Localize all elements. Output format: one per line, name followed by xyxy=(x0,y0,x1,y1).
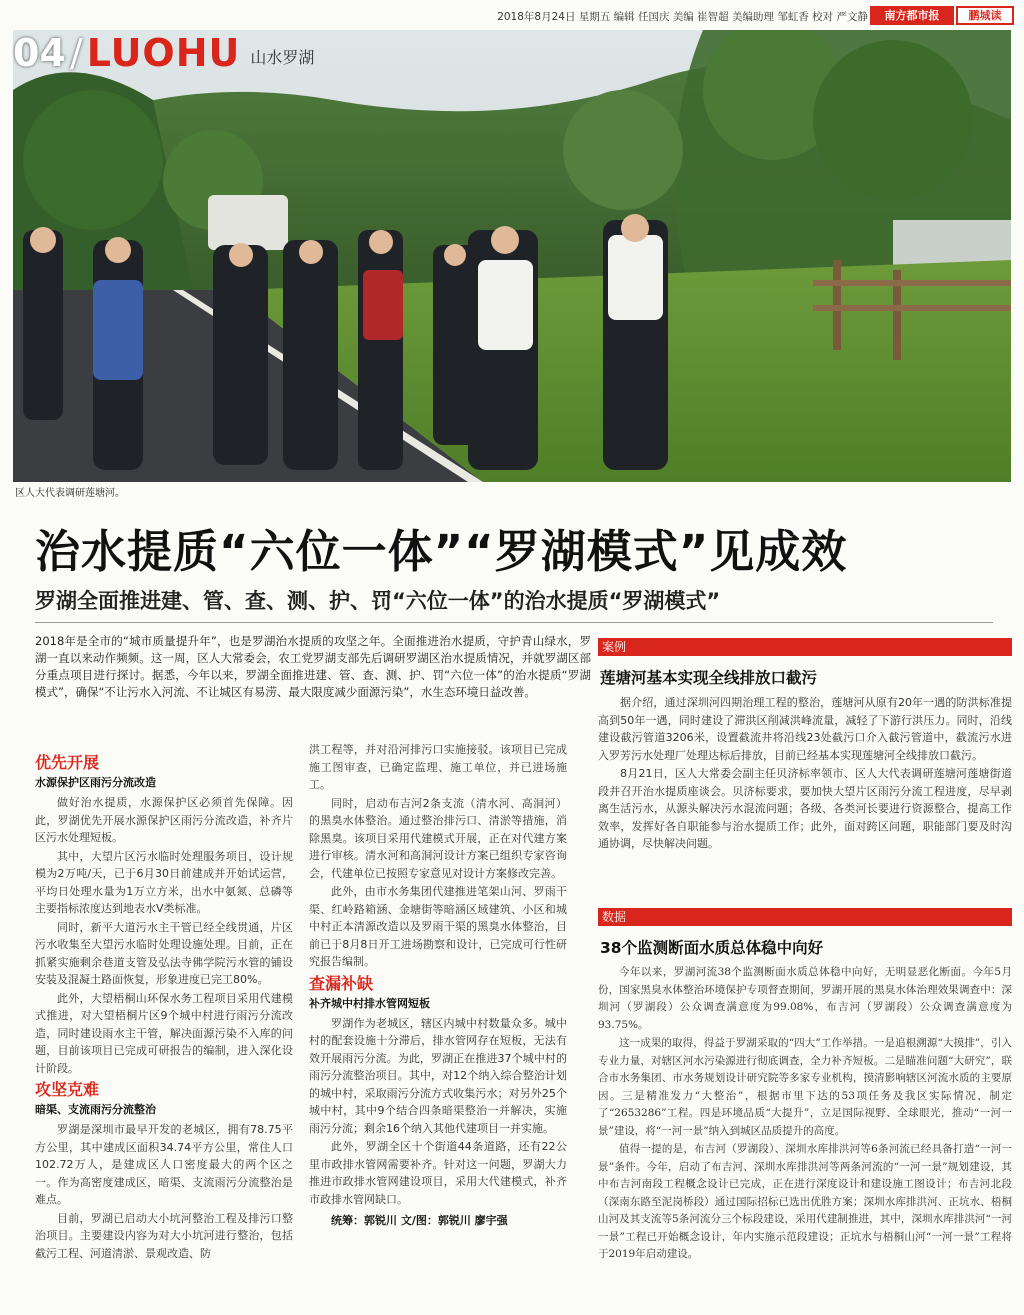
photo-illustration xyxy=(13,30,1011,482)
case-label-bar: 案例 xyxy=(598,638,1012,656)
article-lead xyxy=(35,633,591,702)
byline: 统筹：郭锐川 文/图：郭锐川 廖宇强 xyxy=(331,1214,508,1227)
page-number: 04 xyxy=(13,31,66,75)
article-column-1 xyxy=(35,750,293,1263)
paragraph: 据介绍，通过深圳河四期治理工程的整治，莲塘河从原有20年一遇的防洪标准提高到50年一遇，同时建设了滞洪区削减洪峰流量，减轻了下游行洪压力。同时，沿线建设截污管道3206米，设置截流井将沿线23处截污口介入截污管道中，截流污水进入罗芳污水处理厂处理达标后排放，目前已经基本实现莲塘河全线排放口截污。 xyxy=(598,696,1012,762)
top-bar xyxy=(0,0,1024,30)
paragraph: 今年以来，罗湖河流38个监测断面水质总体稳中向好，无明显恶化断面。今年5月份，国家黑臭水体整治环境保护专项督查期间，罗湖开展的黑臭水体治理效果调查中：深圳河（罗湖段）公众调查满意度为99.08%，布吉河（罗湖段）公众调查满意度为93.75%。 xyxy=(598,966,1012,1031)
case-title: 莲塘河基本实现全线排放口截污 xyxy=(600,669,818,687)
paragraph: 同时，启动布吉河2条支流（清水河、高洞河）的黑臭水体整治。通过整治排污口、清淤等措施，消除黑臭。该项目采用代建模式开展，正在对代建方案进行审核。清水河和高洞河设计方案已组织专家咨询会，代建单位已按照专家意见对设计方案修改完善。 xyxy=(309,796,567,880)
section-subtitle-tackle: 暗渠、支流雨污分流整治 xyxy=(35,1103,156,1116)
article-subheadline: 罗湖全面推进建、管、查、测、护、罚“六位一体”的治水提质“罗湖模式” xyxy=(35,589,721,613)
paragraph: 其中，大望片区污水临时处理服务项目，设计规模为2万吨/天，已于6月30日前建成并开始试运营，平均日处理水量为1万立方米，出水中氨氮、总磷等主要指标浓度达到地表水Ⅴ类标准。 xyxy=(35,849,293,915)
section-title-priority: 优先开展 xyxy=(35,753,100,772)
masthead-slash: / xyxy=(69,31,83,75)
data-title: 38个监测断面水质总体稳中向好 xyxy=(600,939,824,957)
photo-caption: 区人大代表调研莲塘河。 xyxy=(15,488,125,499)
paragraph: 8月21日，区人大常委会副主任贝济标率领市、区人大代表调研莲塘河莲塘街道段并召开治水提质座谈会。贝济标要求，要加快大望片区雨污分流工程进度，尽早剥离生活污水，从源头解决污水混流问题；各级、各类河长要进行资源整合，提高工作效率，发挥好各自职能参与治水提质工作；此外，面对跨区问题，职能部门要及时沟通协调，尽快解决问题。 xyxy=(598,767,1012,850)
case-body xyxy=(598,694,1012,854)
supplement-logo: 鹏城读 xyxy=(956,6,1014,25)
paragraph: 同时，新平大道污水主干管已经全线贯通，片区污水收集至大望污水临时处理设施处理。目前，正在抓紧实施剩余巷道支管及弘法寺佛学院污水管的铺设安装及混凝土路面恢复，形象进度已完工80%。 xyxy=(35,920,293,986)
paragraph: 洪工程等，并对沿河排污口实施接驳。该项目已完成施工图审查，已确定监理、施工单位，并已进场施工。 xyxy=(309,743,567,791)
headline-divider xyxy=(35,622,993,623)
section-subtitle: 山水罗湖 xyxy=(250,47,315,67)
data-label-bar: 数据 xyxy=(598,908,1012,926)
data-body xyxy=(598,964,1012,1265)
paragraph: 罗湖是深圳市最早开发的老城区，拥有78.75平方公里，其中建成区面积34.74平方公里，常住人口102.72万人，是建成区人口密度最大的两个区之一。作为高密度建成区，暗渠、支流雨污分流整治是难点。 xyxy=(35,1123,293,1206)
newspaper-logo: 南方都市报 xyxy=(870,6,954,25)
section-name: LUOHU xyxy=(86,31,241,75)
article-headline: 治水提质“六位一体”“罗湖模式”见成效 xyxy=(35,525,848,578)
lead-paragraph: 2018年是全市的“城市质量提升年”，也是罗湖治水提质的攻坚之年。全面推进治水提质，守护青山绿水，罗湖一直以来动作频频。这一周，区人大常委会，农工党罗湖支部先后调研罗湖区治水提质情况，并就罗湖区部分重点项目进行探讨。据悉，今年以来，罗湖全面推进建、管、查、测、护、罚“六位一体”的治水提质“罗湖模式”，确保“不让污水入河流、不让城区有易涝、最大限度减少面源污染”，水生态环境日益改善。 xyxy=(35,634,591,699)
paragraph: 此外，大望梧桐山环保水务工程项目采用代建模式推进，对大望梧桐片区9个城中村进行雨污分流改造，同时建设雨水主干管，解决面源污染不入库的问题，目前该项目已完成可研报告的编制，进入深化设计阶段。 xyxy=(35,991,293,1075)
paragraph: 罗湖作为老城区，辖区内城中村数量众多。城中村的配套设施十分滞后，排水管网存在短板，无法有效开展雨污分流。为此，罗湖正在推进37个城中村的雨污分流整治项目。其中，对12个纳入综合整治计划的城中村，采取雨污分流方式收集污水；对另外25个城中村，其中9个结合四条暗渠整治一并解决，实施雨污分流；剩余16个纳入其他代建项目一并实施。 xyxy=(309,1016,567,1135)
paragraph: 做好治水提质，水源保护区必须首先保障。因此，罗湖优先开展水源保护区雨污分流改造，补齐片区污水处理短板。 xyxy=(35,796,293,844)
lead-photo xyxy=(13,30,1011,482)
issue-meta: 2018年8月24日 星期五 编辑 任国庆 美编 崔智超 美编助理 邹虹香 校对 严文静 xyxy=(497,11,868,23)
paragraph: 目前，罗湖已启动大小坑河整治工程及排污口整治项目。主要建设内容为对大小坑河进行整治，包括截污工程、河道清淤、景观改造、防 xyxy=(35,1211,293,1260)
paragraph: 值得一提的是，布吉河（罗湖段）、深圳水库排洪河等6条河流已经具备打造“一河一景”条件。今年，启动了布吉河、深圳水库排洪河等两条河流的“一河一景”规划建设，其中布吉河南段工程概念设计已完成，正在进行深度设计和建设施工图设计；布吉河北段（深南东路至泥岗桥段）通过国际招标已选出优胜方案；深圳水库排洪河、正坑水、梧桐山河及其支流等5条河流分三个标段建设，采用代建制推进，其中，深圳水库排洪河“一河一景”工程已开始概念设计，年内实施示范段建设；正坑水与梧桐山河“一河一景”工程将于2019年启动建设。 xyxy=(598,1143,1012,1260)
section-subtitle-priority: 水源保护区雨污分流改造 xyxy=(35,776,156,789)
section-subtitle-gaps: 补齐城中村排水管网短板 xyxy=(309,996,430,1010)
paragraph: 这一成果的取得，得益于罗湖采取的“四大”工作举措。一是追根溯源“大摸排”，引入专业力量，对辖区河水污染源进行彻底调查，全力补齐短板。二是瞄准问题“大研究”，联合市水务集团、市水务规划设计研究院等多家专业机构，摸清影响辖区河流水质的主要原因。三是精准发力“大整治”，根据市里下达的53项任务及我区实际情况，制定了“2653286”工程。四是环境品质“大提升”，立足国际视野、全球眼光，推动“一河一景”建设，将“一河一景”纳入到城区品质提升的高度。 xyxy=(598,1037,1012,1137)
article-column-2 xyxy=(309,741,567,1231)
page-masthead xyxy=(13,30,314,76)
paragraph: 此外，罗湖全区十个街道44条道路，还有22公里市政排水管网需要补齐。针对这一问题，罗湖大力推进市政排水管网建设项目，采用大代建模式，补齐市政排水管网缺口。 xyxy=(309,1140,567,1206)
paragraph: 此外，由市水务集团代建推进笔架山河、罗雨干渠、红岭路箱涵、金塘街等暗涵区域建筑、小区和城中村正本清源改造以及罗雨干渠的黑臭水体整治，目前已于8月8日开工进场勘察和设计，已完成可行性研究报告编制。 xyxy=(309,885,567,968)
section-title-tackle: 攻坚克难 xyxy=(35,1080,100,1099)
section-title-gaps: 查漏补缺 xyxy=(309,973,374,993)
